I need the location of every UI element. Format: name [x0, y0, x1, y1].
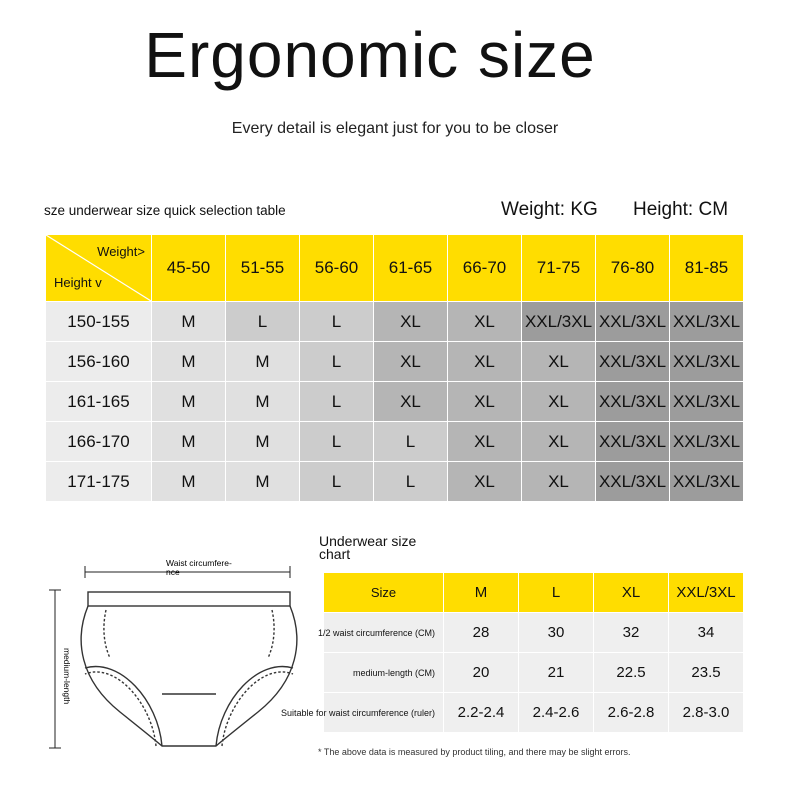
- size-cell: XL: [448, 422, 522, 462]
- size-cell: XL: [448, 382, 522, 422]
- size-cell: M: [152, 302, 226, 342]
- weight-header: 56-60: [300, 235, 374, 302]
- size-cell: M: [152, 342, 226, 382]
- size-cell: XXL/3XL: [670, 382, 744, 422]
- size-cell: M: [152, 382, 226, 422]
- size-cell: L: [300, 382, 374, 422]
- size-cell: M: [226, 342, 300, 382]
- size-cell: XXL/3XL: [670, 462, 744, 502]
- size-cell: XL: [522, 382, 596, 422]
- units-height: Height: CM: [633, 199, 729, 220]
- size-chart-cell: 23.5: [669, 653, 744, 693]
- size-cell: XL: [448, 302, 522, 342]
- size-chart-cell: 32: [594, 613, 669, 653]
- size-chart-header: XL: [594, 573, 669, 613]
- size-chart-cell: 22.5: [594, 653, 669, 693]
- size-chart-row-label: medium-length (CM): [264, 653, 444, 693]
- size-chart-header: L: [519, 573, 594, 613]
- size-cell: XL: [374, 302, 448, 342]
- waist-label-2: nce: [166, 567, 180, 577]
- height-row-header: 166-170: [46, 422, 152, 462]
- size-chart-row-label: 1/2 waist circumference (CM): [264, 613, 444, 653]
- size-cell: XXL/3XL: [596, 342, 670, 382]
- table-corner-cell: [46, 235, 152, 302]
- size-chart-cell: 2.4-2.6: [519, 693, 594, 733]
- size-cell: XL: [374, 342, 448, 382]
- waist-label-1: Waist circumfere-: [166, 558, 232, 568]
- size-chart-cell: 30: [519, 613, 594, 653]
- size-cell: M: [226, 422, 300, 462]
- size-chart-header: XXL/3XL: [669, 573, 744, 613]
- height-row-header: 171-175: [46, 462, 152, 502]
- size-cell: M: [226, 462, 300, 502]
- subtitle: Every detail is elegant just for you to be closer: [231, 120, 559, 137]
- quick-table-caption: sze underwear size quick selection table: [44, 203, 286, 218]
- size-cell: M: [226, 382, 300, 422]
- size-cell: XL: [522, 342, 596, 382]
- size-cell: XXL/3XL: [670, 342, 744, 382]
- weight-header: 66-70: [448, 235, 522, 302]
- underwear-outline: [81, 592, 297, 746]
- length-label: medium-length: [62, 648, 72, 705]
- size-chart-cell: 2.2-2.4: [444, 693, 519, 733]
- footnote: * The above data is measured by product tiling, and there may be slight errors.: [318, 747, 631, 757]
- units-weight: Weight: KG: [501, 199, 598, 220]
- underwear-diagram: [40, 550, 310, 760]
- size-cell: L: [374, 422, 448, 462]
- size-chart-cell: 34: [669, 613, 744, 653]
- weight-header: 61-65: [374, 235, 448, 302]
- size-chart-title: Underwear size chart: [319, 533, 417, 562]
- weight-header: 76-80: [596, 235, 670, 302]
- size-chart-cell: 28: [444, 613, 519, 653]
- size-chart-header: M: [444, 573, 519, 613]
- size-cell: L: [300, 302, 374, 342]
- weight-header: 51-55: [226, 235, 300, 302]
- size-cell: XL: [374, 382, 448, 422]
- size-cell: XXL/3XL: [670, 422, 744, 462]
- size-cell: XXL/3XL: [596, 382, 670, 422]
- weight-header: 81-85: [670, 235, 744, 302]
- height-row-header: 161-165: [46, 382, 152, 422]
- size-cell: L: [374, 462, 448, 502]
- corner-weight-label: Weight>: [97, 244, 145, 259]
- size-chart-cell: 2.8-3.0: [669, 693, 744, 733]
- size-cell: L: [300, 462, 374, 502]
- weight-header: 45-50: [152, 235, 226, 302]
- size-cell: L: [300, 342, 374, 382]
- height-row-header: 150-155: [46, 302, 152, 342]
- size-chart-row-label: Suitable for waist circumference (ruler): [264, 693, 444, 733]
- size-cell: M: [152, 462, 226, 502]
- size-cell: XL: [448, 462, 522, 502]
- size-chart-cell: 20: [444, 653, 519, 693]
- size-chart-cell: 2.6-2.8: [594, 693, 669, 733]
- size-chart-cell: 21: [519, 653, 594, 693]
- size-cell: XXL/3XL: [596, 422, 670, 462]
- size-cell: M: [152, 422, 226, 462]
- size-header-label: Size: [324, 573, 444, 613]
- corner-height-label: Height v: [54, 275, 102, 290]
- weight-header: 71-75: [522, 235, 596, 302]
- size-cell: L: [226, 302, 300, 342]
- size-cell: XXL/3XL: [596, 302, 670, 342]
- size-cell: XXL/3XL: [522, 302, 596, 342]
- height-row-header: 156-160: [46, 342, 152, 382]
- size-cell: XL: [522, 422, 596, 462]
- size-cell: XXL/3XL: [670, 302, 744, 342]
- page-title: Ergonomic size: [144, 19, 596, 91]
- size-cell: XL: [522, 462, 596, 502]
- size-cell: XL: [448, 342, 522, 382]
- size-cell: L: [300, 422, 374, 462]
- length-dimension-line: [49, 590, 61, 748]
- size-cell: XXL/3XL: [596, 462, 670, 502]
